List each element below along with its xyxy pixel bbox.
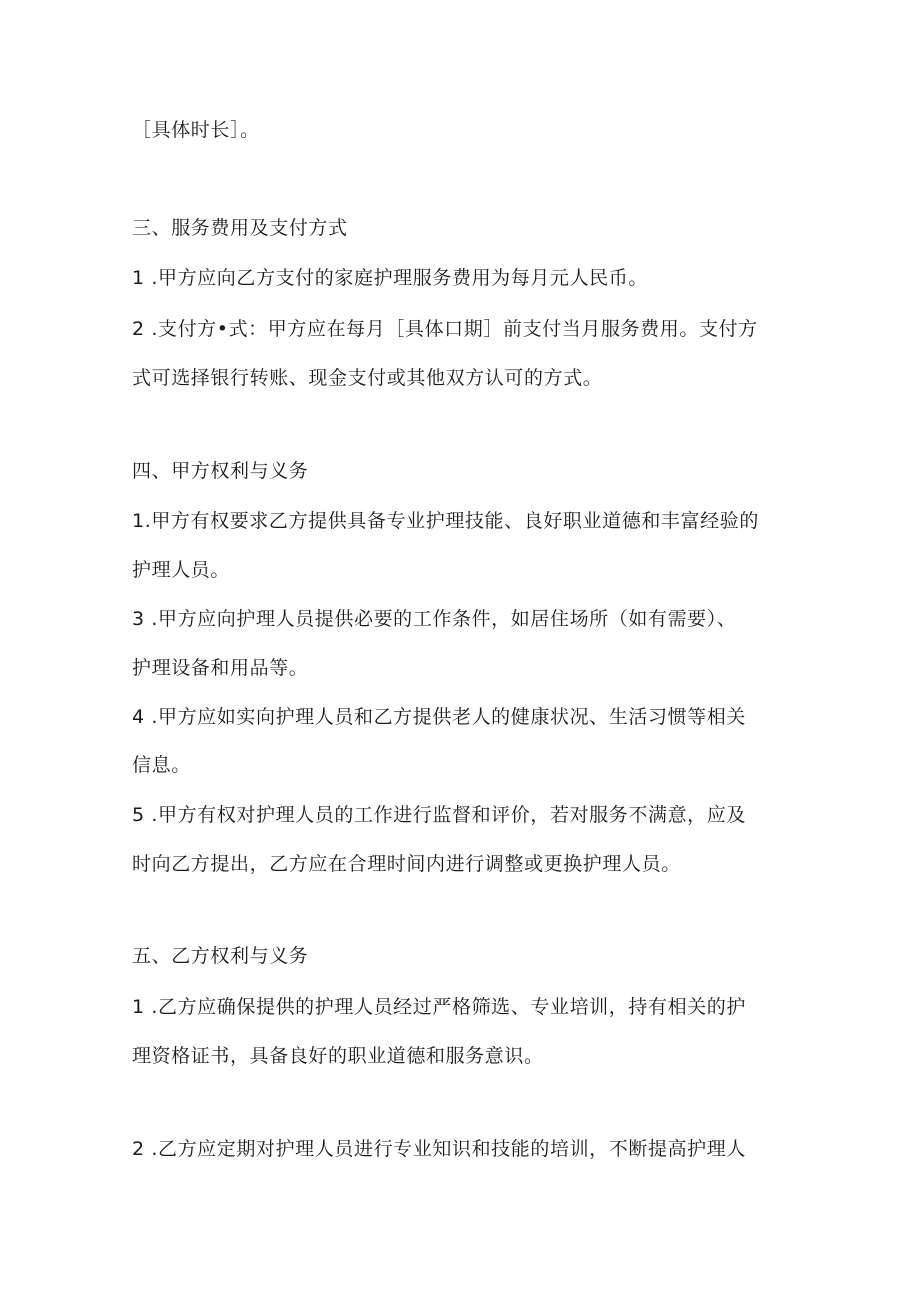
section-heading: 四、甲方权利与义务: [132, 460, 309, 482]
text-line: ［具体时长］。: [132, 119, 260, 141]
text-line: 5 .甲方有权对护理人员的工作进行监督和评价，若对服务不满意，应及: [132, 804, 746, 826]
section-heading: 五、乙方权利与义务: [132, 945, 309, 967]
text-line: 护理设备和用品等。: [132, 657, 309, 679]
text-line: 1 .乙方应确保提供的护理人员经过严格筛选、专业培训，持有相关的护: [132, 996, 746, 1018]
text-line: 护理人员。: [132, 559, 231, 581]
text-line: 3 .甲方应向护理人员提供必要的工作条件，如居住场所（如有需要）、: [132, 608, 737, 630]
text-line: 4 .甲方应如实向护理人员和乙方提供老人的健康状况、生活习惯等相关: [132, 706, 746, 728]
text-line: 1 .甲方应向乙方支付的家庭护理服务费用为每月元人民币。: [132, 267, 648, 289]
text-line: 2 .乙方应定期对护理人员进行专业知识和技能的培训，不断提高护理人: [132, 1138, 746, 1160]
text-line: 1.甲方有权要求乙方提供具备专业护理技能、良好职业道德和丰富经验的: [132, 510, 759, 532]
text-line: 时向乙方提出，乙方应在合理时间内进行调整或更换护理人员。: [132, 853, 681, 875]
text-line: 理资格证书，具备良好的职业道德和服务意识。: [132, 1045, 544, 1067]
text-line: 信息。: [132, 754, 191, 776]
text-line: 式可选择银行转账、现金支付或其他双方认可的方式。: [132, 367, 603, 389]
text-line: 2 .支付方•式：甲方应在每月［具体口期］前支付当月服务费用。支付方: [132, 318, 758, 340]
section-heading: 三、服务费用及支付方式: [132, 217, 348, 239]
